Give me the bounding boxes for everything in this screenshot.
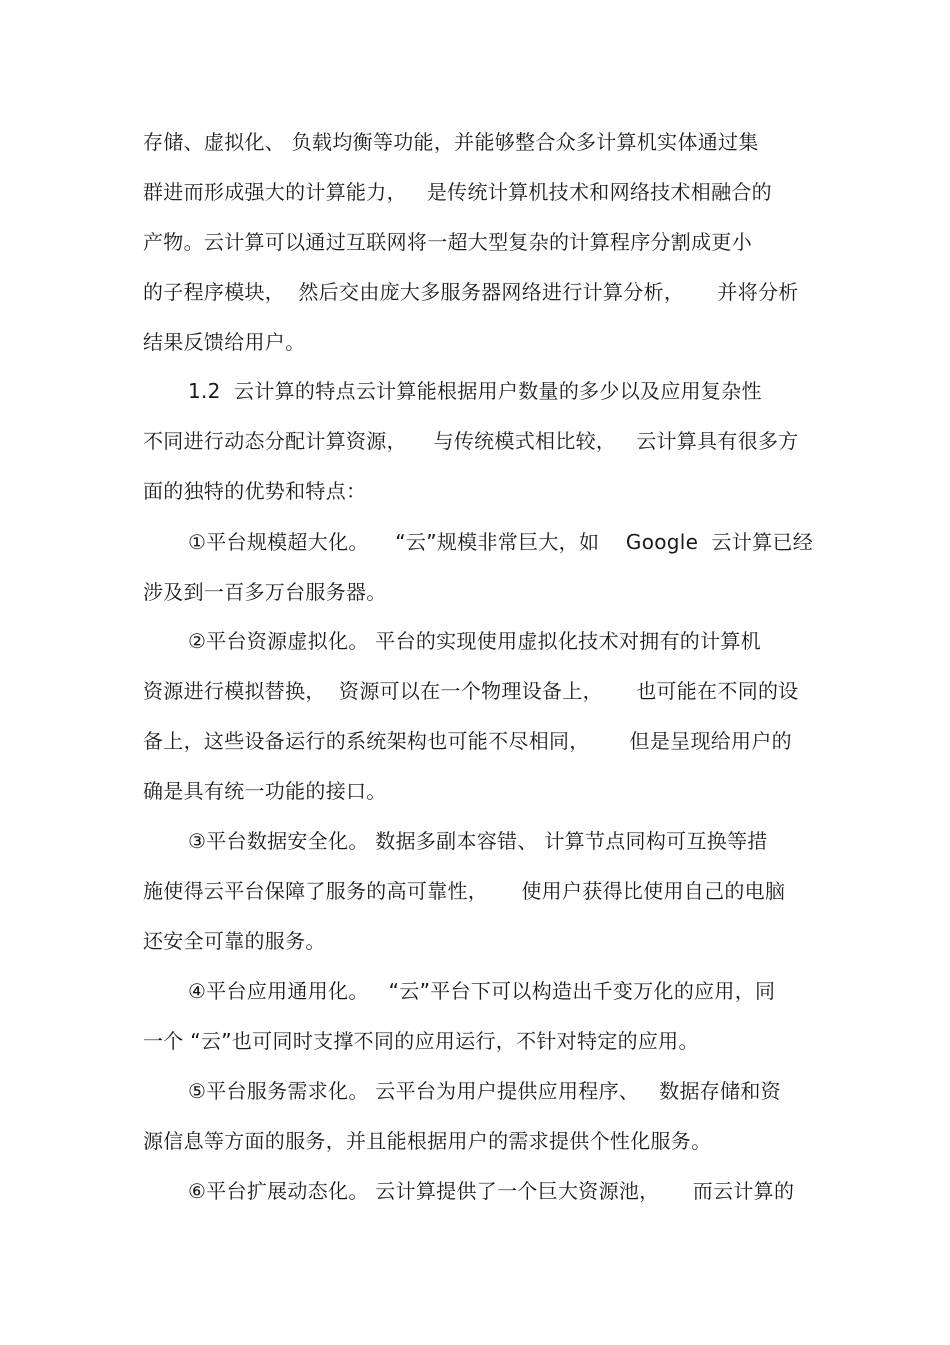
text-line: 群进而形成强大的计算能力， 是传统计算机技术和网络技术相融合的 bbox=[143, 180, 772, 204]
text-line: 还安全可靠的服务。 bbox=[143, 929, 326, 953]
list-item-line: ①平台规模超大化。 “云”规模非常巨大，如 Google 云计算已经 bbox=[188, 530, 814, 554]
text-line: 面的独特的优势和特点： bbox=[143, 479, 367, 503]
text-line: 备上，这些设备运行的系统架构也可能不尽相同， 但是呈现给用户的 bbox=[143, 729, 792, 753]
list-item-line: ④平台应用通用化。 “云”平台下可以构造出千变万化的应用，同 bbox=[188, 979, 776, 1003]
list-item-line: ③平台数据安全化。 数据多副本容错、 计算节点同构可互换等措 bbox=[188, 829, 768, 853]
text-line: 施使得云平台保障了服务的高可靠性， 使用户获得比使用自己的电脑 bbox=[143, 879, 786, 903]
section-heading-line: 1.2 云计算的特点云计算能根据用户数量的多少以及应用复杂性 bbox=[188, 379, 762, 403]
list-item-line: ⑥平台扩展动态化。 云计算提供了一个巨大资源池， 而云计算的 bbox=[188, 1179, 795, 1203]
text-line: 资源进行模拟替换， 资源可以在一个物理设备上， 也可能在不同的设 bbox=[143, 679, 799, 703]
text-line: 存储、虚拟化、 负载均衡等功能，并能够整合众多计算机实体通过集 bbox=[143, 130, 759, 154]
text-line: 确是具有统一功能的接口。 bbox=[143, 779, 387, 803]
text-line: 源信息等方面的服务，并且能根据用户的需求提供个性化服务。 bbox=[143, 1129, 712, 1153]
text-line: 不同进行动态分配计算资源， 与传统模式相比较， 云计算具有很多方 bbox=[143, 429, 799, 453]
list-item-line: ②平台资源虚拟化。 平台的实现使用虚拟化技术对拥有的计算机 bbox=[188, 629, 761, 653]
text-line: 产物。云计算可以通过互联网将一超大型复杂的计算程序分割成更小 bbox=[143, 230, 752, 254]
text-line: 结果反馈给用户。 bbox=[143, 330, 306, 354]
list-item-line: ⑤平台服务需求化。 云平台为用户提供应用程序、 数据存储和资 bbox=[188, 1079, 781, 1103]
text-line: 一个 “云”也可同时支撑不同的应用运行，不针对特定的应用。 bbox=[143, 1029, 699, 1053]
text-line: 的子程序模块， 然后交由庞大多服务器网络进行计算分析， 并将分析 bbox=[143, 280, 799, 304]
text-line: 涉及到一百多万台服务器。 bbox=[143, 580, 387, 604]
